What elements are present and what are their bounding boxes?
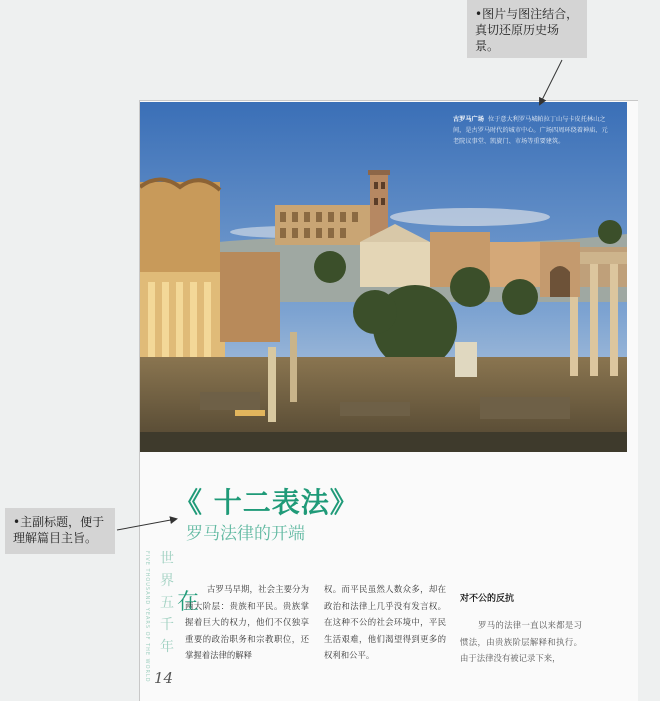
series-vertical-english: FIVE THOUSAND YEARS OF THE WORLD [144,551,150,683]
photo-caption-body: 位于意大利罗马城帕拉丁山与卡皮托林山之间，是古罗马时代的城市中心。广场四周环绕着神庙、元老院议事堂、凯旋门、市场等重要建筑。 [453,116,608,145]
article-column-3: 罗马的法律一直以来都是习惯法，由贵族阶层解释和执行。由于法律没有被记录下来， [460,620,582,664]
series-vertical-title: 世界五千年 [160,551,174,655]
article-column-1: 古罗马早期，社会主要分为两大阶层：贵族和平民。贵族掌握着巨大的权力，他们不仅独享重要的政治职务和宗教职位，还掌握着法律的解释 [185,584,309,661]
article-title: 《 十二表法》 [174,486,359,519]
page-number: 14 [154,669,174,687]
arrow-to-title [117,519,176,530]
drop-cap: 在 [177,590,200,615]
arrow-to-photo [540,60,562,104]
annotation-text: •图片与图注结合，真切还原历史场景。 [475,7,579,53]
article-subtitle: 罗马法律的开端 [186,524,305,544]
article-column-2: 权。而平民虽然人数众多，却在政治和法律上几乎没有发言权。在这种不公的社会环境中，平民生活艰难，他们渴望得到更多的权利和公平。 [324,584,446,661]
photo-caption-title: 古罗马广场 [453,116,484,123]
annotation-text: •主副标题，便于理解篇目主旨。 [13,515,105,545]
section-heading: 对不公的反抗 [460,594,515,604]
